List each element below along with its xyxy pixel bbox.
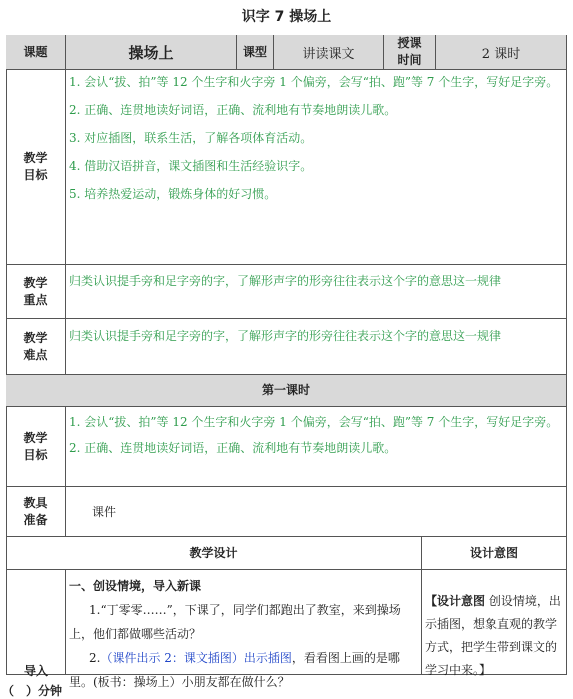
intro-paragraph-1: 1.“丁零零……”，下课了，同学们都跑出了教室，来到操场上，他们都做哪些活动？: [69, 603, 401, 641]
goal-item: 5. 培养热爱运动，锻炼身体的好习惯。: [69, 187, 277, 201]
intro-p2-highlight: （课件出示 2：课文插图）出示插图: [100, 651, 292, 665]
hours-label: 授课时间: [384, 35, 436, 70]
lesson1-goal-item: 2. 正确、连贯地读好词语，正确、流利地有节奏地朗读儿歌。: [69, 441, 397, 455]
key-points-label: 教学重点: [6, 265, 66, 319]
lesson-plan-table: [2, 35, 567, 698]
goal-item: 1. 会认“拔、拍”等 12 个生字和火字旁 1 个偏旁，会写“拍、跑”等 7 个生字，写好足字旁。: [69, 75, 559, 89]
lesson1-heading: 第一课时: [6, 375, 567, 407]
goals-label: 教学目标: [6, 70, 66, 265]
difficulties-text: 归类认识提手旁和足字旁的字，了解形声字的形旁往往表示这个字的意思这一规律: [66, 319, 567, 375]
watermark: ​: [369, 192, 391, 232]
lesson1-goals-list: [66, 407, 567, 487]
intro-label-cell: [2, 570, 66, 698]
tools-value: 课件: [66, 487, 567, 537]
key-points-text: 归类认识提手旁和足字旁的字，了解形声字的形旁往往表示这个字的意思这一规律: [66, 265, 567, 319]
type-value: 讲读课文: [274, 35, 384, 70]
page-title: 识字 7 操场上: [241, 9, 332, 25]
intent-label: 设计意图: [422, 537, 567, 570]
lesson1-goals-label: 教学目标: [6, 407, 66, 487]
goals-list: [66, 70, 567, 265]
intent-text: 创设情境，出示插图，想象直观的教学方式，把学生带到课文的学习中来。】: [425, 594, 561, 677]
tools-label: 教具准备: [6, 487, 66, 537]
intent-bold: 【设计意图: [425, 594, 486, 608]
hours-value: 2 课时: [436, 35, 567, 70]
goal-item: 2. 正确、连贯地读好词语，正确、流利地有节奏地朗读儿歌。: [69, 103, 397, 117]
goal-item: 3. 对应插图，联系生活，了解各项体育活动。: [69, 131, 313, 145]
intro-intent: [422, 570, 567, 675]
intro-p2-text: ，看看图上画的是哪里。(板书：操场上）小朋友都在做什么？: [69, 651, 400, 689]
lesson1-goal-item: 1. 会认“拔、拍”等 12 个生字和火字旁 1 个偏旁，会写“拍、跑”等 7 个生字，写好足字旁。: [69, 415, 559, 429]
intro-paragraph-2: [69, 646, 418, 694]
course-label: 课题: [6, 35, 66, 70]
difficulties-label: 教学难点: [6, 319, 66, 375]
intro-label: 导入: [23, 664, 48, 678]
intro-heading: 一、创设情境，导入新课: [69, 579, 202, 593]
design-label: 教学设计: [6, 537, 422, 570]
intro-minutes: （ ）分钟: [2, 684, 63, 698]
type-label: 课型: [237, 35, 274, 70]
course-value: 操场上: [66, 35, 237, 70]
intro-p2-number: 2.: [89, 651, 101, 665]
intro-content: [66, 570, 422, 689]
goal-item: 4. 借助汉语拼音，课文插图和生活经验识字。: [69, 159, 313, 173]
